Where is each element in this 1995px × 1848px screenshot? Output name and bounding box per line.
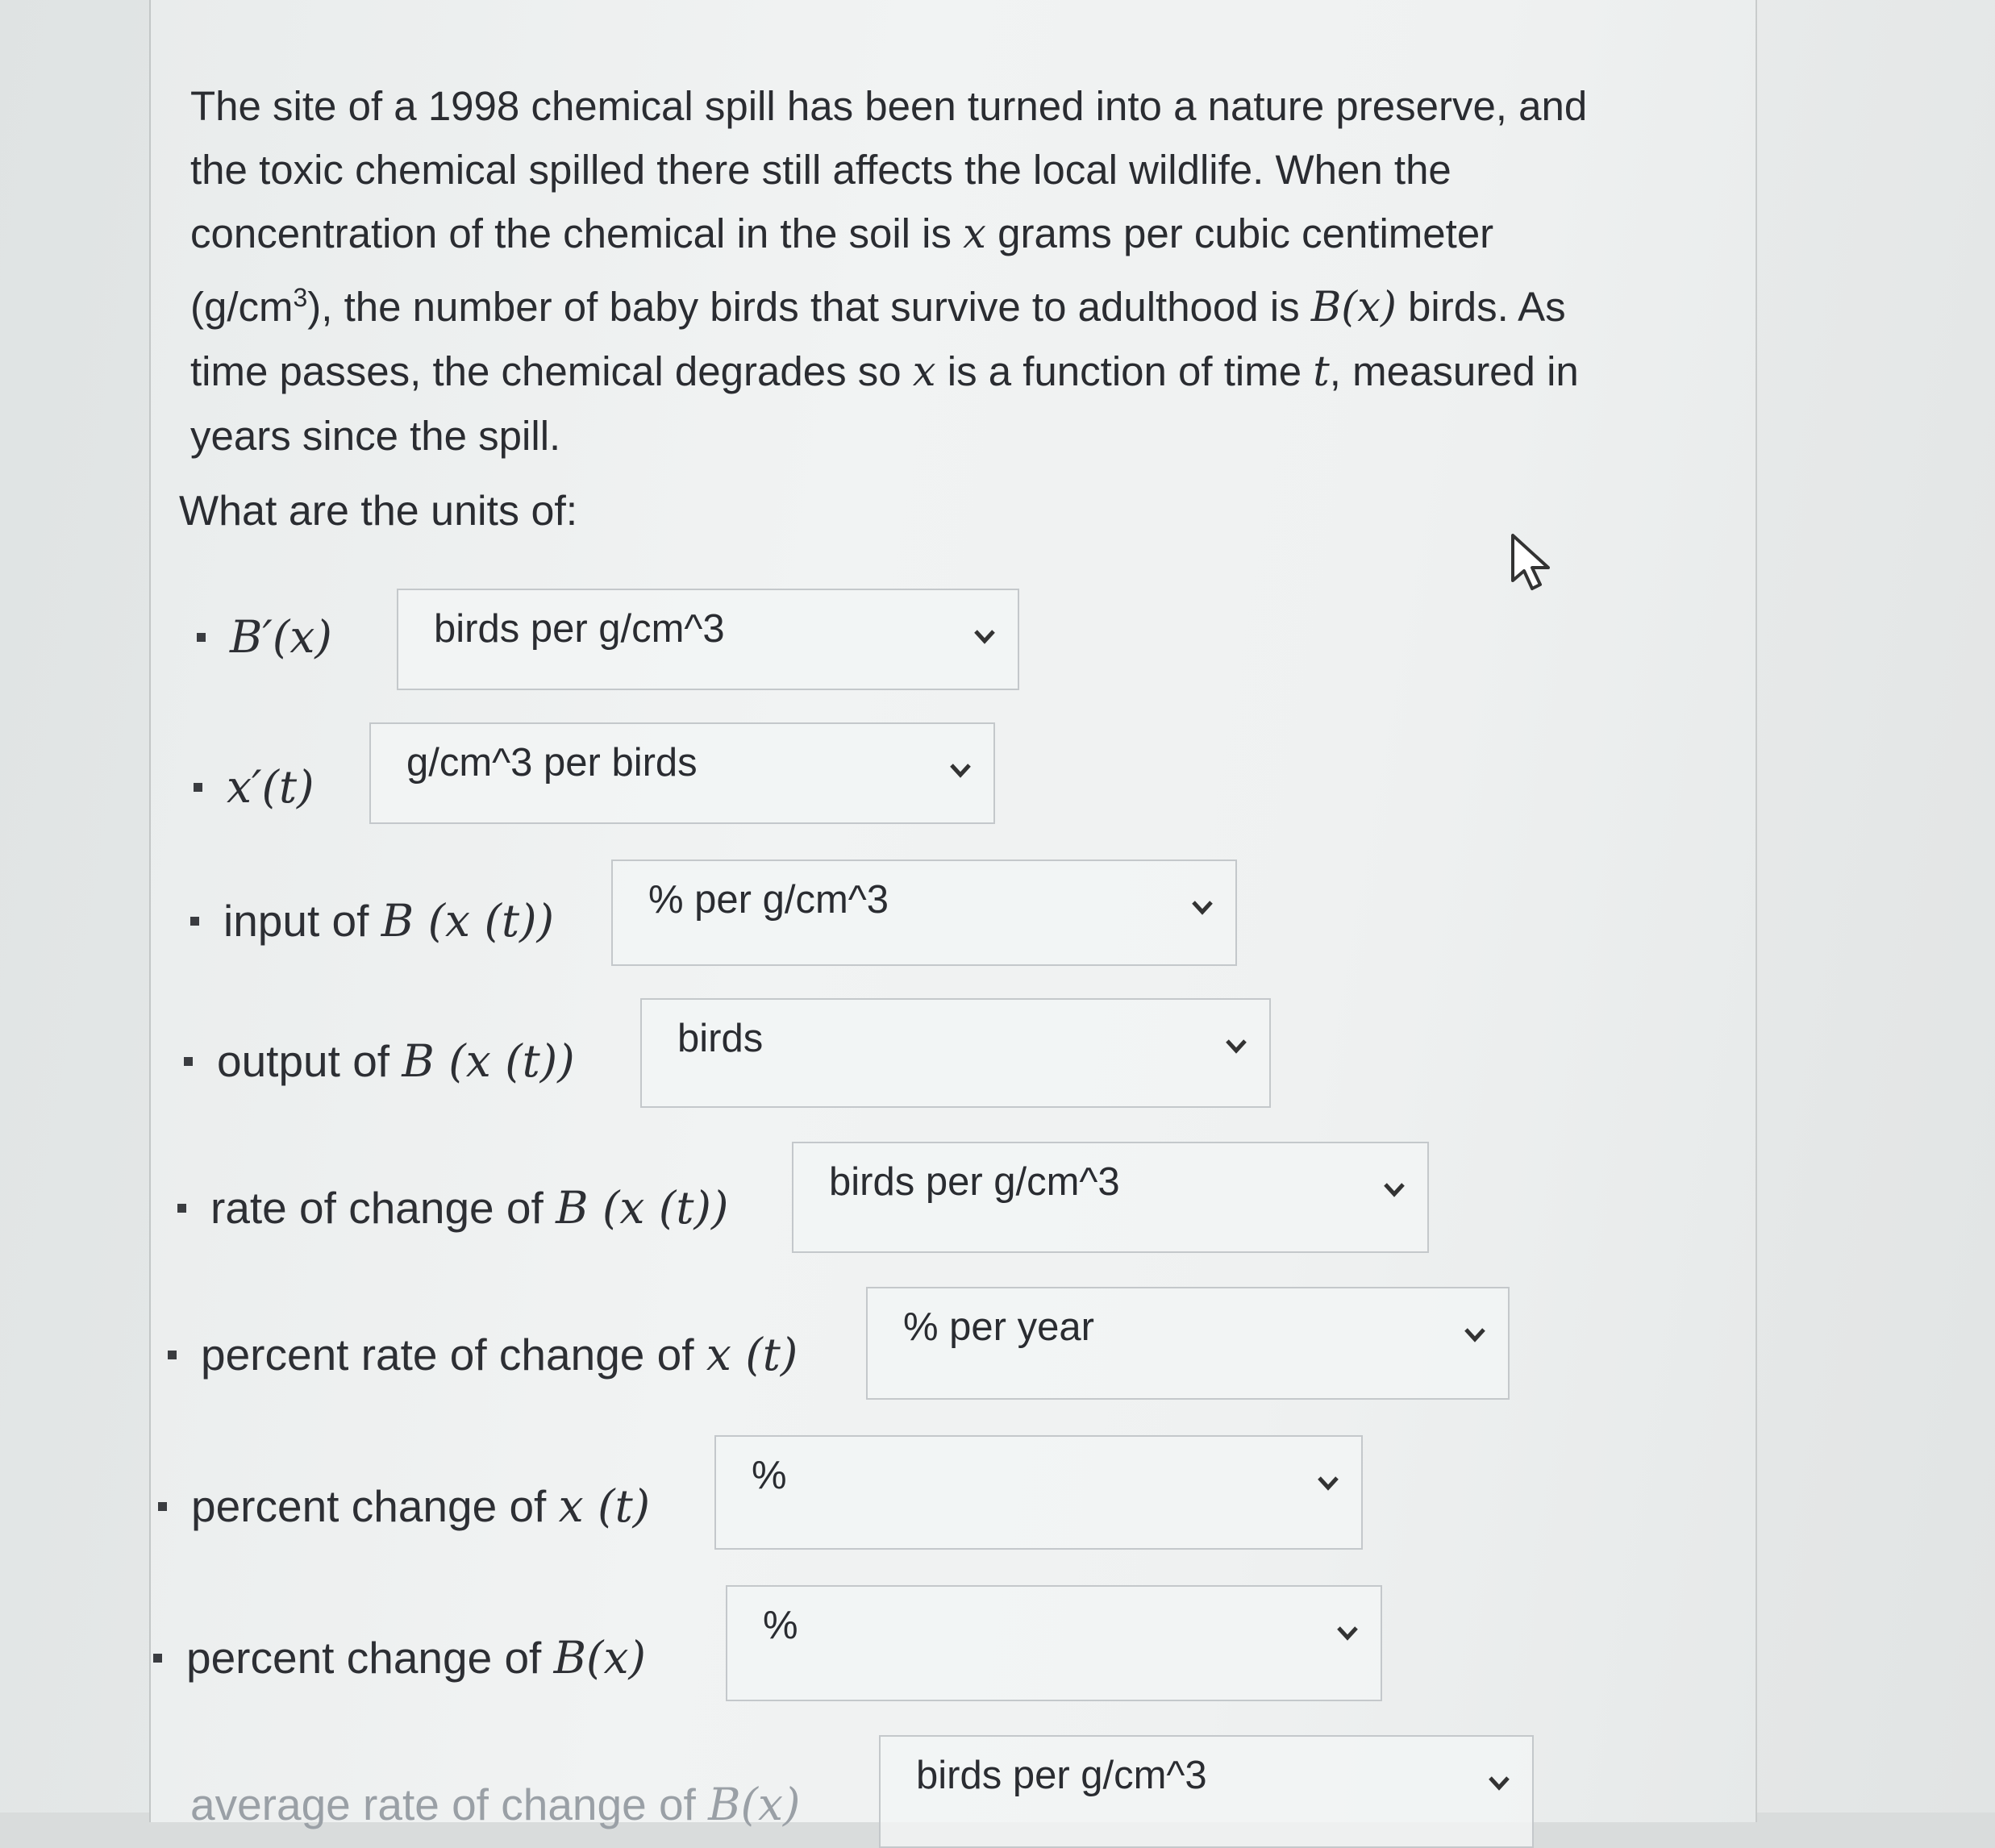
chevron-down-icon	[1381, 1176, 1408, 1203]
units-item-x-prime-t	[194, 761, 329, 813]
problem-line-3: concentration of the chemical in the soil is x grams per cubic centimeter	[190, 210, 1494, 258]
mouse-cursor-icon	[1508, 532, 1556, 597]
units-select-rate-b-x-t[interactable]	[792, 1142, 1429, 1253]
item-label: B′(x)	[230, 611, 332, 663]
units-select-x-prime-t[interactable]	[369, 722, 995, 824]
chevron-down-icon	[1334, 1619, 1361, 1646]
problem-line-6: years since the spill.	[190, 413, 561, 459]
units-item-percent-change-x-t	[158, 1480, 664, 1532]
bullet	[158, 1502, 167, 1511]
units-item-b-prime-x	[197, 611, 347, 663]
chevron-down-icon	[947, 756, 974, 784]
problem-line-5: time passes, the chemical degrades so x is a function of time t, measured in	[190, 348, 1579, 396]
select-value: % per g/cm^3	[648, 878, 889, 922]
units-select-percent-rate-x-t[interactable]	[866, 1287, 1510, 1400]
item-label: percent rate of change of x (t)	[201, 1329, 798, 1380]
item-label: output of B (x (t))	[217, 1035, 575, 1087]
units-item-average-rate-b-x	[190, 1779, 814, 1830]
item-label: rate of change of B (x (t))	[210, 1182, 729, 1234]
question-prompt: What are the units of:	[179, 488, 578, 535]
units-item-input-b-x-t	[190, 895, 569, 947]
select-value: %	[752, 1454, 787, 1497]
units-select-output-b-x-t[interactable]	[640, 998, 1271, 1108]
item-label: average rate of change of B(x)	[190, 1779, 801, 1830]
select-value: birds per g/cm^3	[434, 607, 725, 651]
bullet	[153, 1654, 162, 1663]
chevron-down-icon	[1461, 1321, 1489, 1348]
units-select-b-prime-x[interactable]	[397, 589, 1019, 690]
units-item-percent-change-b-x	[153, 1632, 660, 1684]
select-value: %	[763, 1604, 798, 1647]
units-select-percent-change-b-x[interactable]	[726, 1585, 1382, 1701]
problem-statement	[190, 74, 1698, 468]
bullet	[177, 1204, 186, 1213]
item-label: percent change of B(x)	[186, 1632, 646, 1684]
select-value: g/cm^3 per birds	[406, 741, 698, 785]
chevron-down-icon	[1189, 893, 1216, 921]
select-value: birds	[677, 1017, 764, 1060]
problem-line-2: the toxic chemical spilled there still affects the local wildlife. When the	[190, 147, 1451, 193]
select-value: birds per g/cm^3	[916, 1754, 1207, 1797]
bullet	[190, 917, 199, 926]
units-select-average-rate-b-x[interactable]	[879, 1735, 1534, 1848]
chevron-down-icon	[971, 622, 998, 650]
bullet	[194, 783, 202, 792]
item-label: input of B (x (t))	[223, 895, 555, 947]
units-select-input-b-x-t[interactable]	[611, 859, 1237, 966]
select-value: % per year	[903, 1305, 1094, 1349]
units-select-percent-change-x-t[interactable]	[714, 1435, 1363, 1550]
bullet	[184, 1057, 193, 1066]
units-item-output-b-x-t	[184, 1035, 589, 1087]
bullet	[168, 1351, 177, 1359]
item-label: x′(t)	[227, 761, 314, 813]
problem-line-1: The site of a 1998 chemical spill has been turned into a nature preserve, and	[190, 83, 1588, 129]
chevron-down-icon	[1485, 1769, 1513, 1796]
units-item-percent-rate-x-t	[168, 1329, 812, 1380]
item-label: percent change of x (t)	[191, 1480, 651, 1532]
problem-line-4: $(g/cm^3)$, the number of baby birds that survive to adulthood is B(x) birds. As	[190, 283, 1566, 331]
units-item-rate-b-x-t	[177, 1182, 743, 1234]
chevron-down-icon	[1314, 1469, 1342, 1496]
chevron-down-icon	[1222, 1032, 1250, 1059]
select-value: birds per g/cm^3	[829, 1160, 1120, 1204]
bullet	[197, 633, 206, 642]
